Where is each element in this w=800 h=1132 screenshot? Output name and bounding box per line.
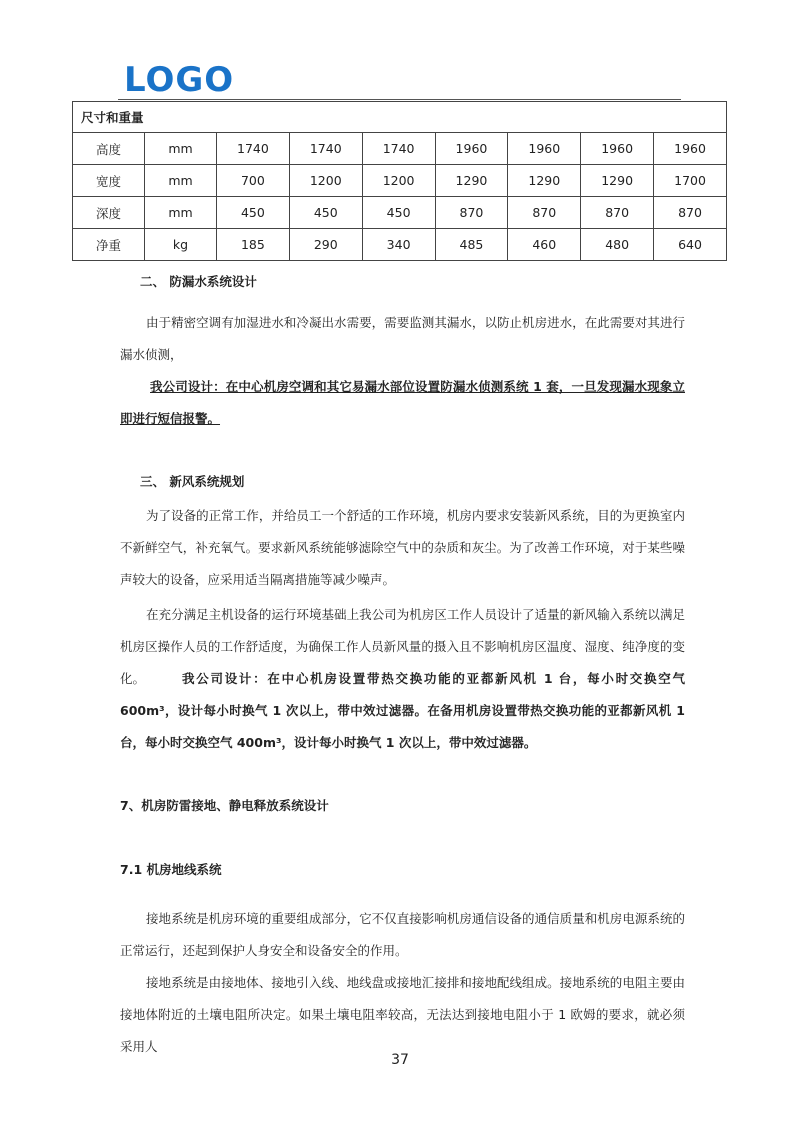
page-number: 37	[391, 1052, 409, 1068]
table-cell: 450	[362, 197, 435, 229]
table-cell: 460	[508, 229, 581, 261]
table-cell: 1200	[362, 165, 435, 197]
fresh-air-design-paragraph: 我公司设计：在中心机房设置带热交换功能的亚都新风机 1 台，每小时交换空气 600m³，设计每小时换气 1 次以上，带中效过滤器。在备用机房设置带热交换功能的亚都新风机 1 台，每小时交换空气 400m³，设计每小时换气 1 次以上，带中效过滤器。	[120, 671, 685, 750]
table-cell: 1960	[508, 133, 581, 165]
header-divider	[118, 99, 681, 100]
table-cell: 1290	[435, 165, 508, 197]
fresh-air-paragraph-2: 在充分满足主机设备的运行环境基础上我公司为机房区工作人员设计了适量的新风输入系统以满足机房区操作人员的工作舒适度，为确保工作人员新风量的摄入且不影响机房区温度、湿度、纯净度的变化。	[120, 607, 685, 686]
table-cell: 485	[435, 229, 508, 261]
table-cell: 1960	[654, 133, 727, 165]
table-title: 尺寸和重量	[73, 102, 727, 133]
row-label: 深度	[73, 197, 145, 229]
row-unit: mm	[145, 133, 217, 165]
table-cell: 1740	[217, 133, 290, 165]
table-cell: 1700	[654, 165, 727, 197]
dimensions-weight-table	[72, 101, 727, 261]
table-cell: 450	[217, 197, 290, 229]
section-heading-fresh-air: 三、 新风系统规划	[140, 474, 245, 489]
table-cell: 1960	[435, 133, 508, 165]
row-unit: mm	[145, 197, 217, 229]
table-cell: 1740	[362, 133, 435, 165]
table-cell: 480	[581, 229, 654, 261]
row-unit: kg	[145, 229, 217, 261]
table-cell: 870	[435, 197, 508, 229]
table-cell: 640	[654, 229, 727, 261]
leak-paragraph: 由于精密空调有加湿进水和冷凝出水需要，需要监测其漏水，以防止机房进水，在此需要对其进行漏水侦测，	[120, 315, 685, 362]
row-label: 净重	[73, 229, 145, 261]
fresh-air-paragraph-1: 为了设备的正常工作，并给员工一个舒适的工作环境，机房内要求安装新风系统，目的为更换室内不新鲜空气，补充氧气。要求新风系统能够滤除空气中的杂质和灰尘。为了改善工作环境，对于某些噪声较大的设备，应采用适当隔离措施等减少噪声。	[120, 508, 685, 587]
table-cell: 340	[362, 229, 435, 261]
section-heading-leak: 二、 防漏水系统设计	[140, 274, 257, 289]
table-cell: 870	[581, 197, 654, 229]
table-cell: 870	[508, 197, 581, 229]
table-cell: 185	[217, 229, 290, 261]
table-cell: 450	[289, 197, 362, 229]
section-heading-grounding: 7、机房防雷接地、静电释放系统设计	[120, 798, 329, 813]
row-label: 高度	[73, 133, 145, 165]
table-row	[73, 197, 727, 229]
table-row	[73, 229, 727, 261]
leak-design-paragraph: 我公司设计：在中心机房空调和其它易漏水部位设置防漏水侦测系统 1 套，一旦发现漏水现象立即进行短信报警。	[120, 379, 685, 426]
table-cell: 1740	[289, 133, 362, 165]
row-label: 宽度	[73, 165, 145, 197]
ground-wire-paragraph-1: 接地系统是机房环境的重要组成部分，它不仅直接影响机房通信设备的通信质量和机房电源系统的正常运行，还起到保护人身安全和设备安全的作用。	[120, 911, 685, 958]
ground-wire-paragraph-2: 接地系统是由接地体、接地引入线、地线盘或接地汇接排和接地配线组成。接地系统的电阻主要由接地体附近的土壤电阻所决定。如果土壤电阻率较高，无法达到接地电阻小于 1 欧姆的要求，就必须采用人	[120, 975, 685, 1054]
table-row	[73, 133, 727, 165]
table-cell: 870	[654, 197, 727, 229]
table-cell: 1290	[581, 165, 654, 197]
table-cell: 700	[217, 165, 290, 197]
subsection-heading-ground-wire: 7.1 机房地线系统	[120, 862, 222, 877]
row-unit: mm	[145, 165, 217, 197]
table-cell: 1960	[581, 133, 654, 165]
table-cell: 290	[289, 229, 362, 261]
table-row	[73, 165, 727, 197]
logo: LOGO	[124, 60, 235, 100]
table-cell: 1200	[289, 165, 362, 197]
table-cell: 1290	[508, 165, 581, 197]
